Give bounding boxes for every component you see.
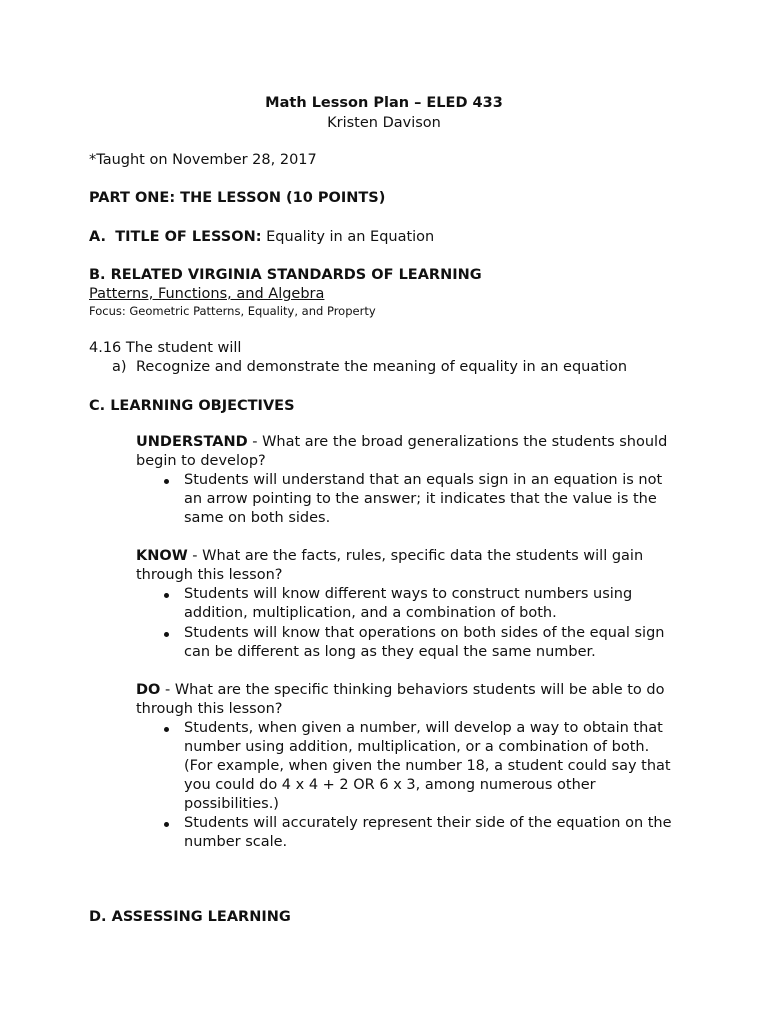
know-label: KNOW [136, 548, 188, 564]
lesson-title-value: Equality in an Equation [266, 229, 435, 245]
standard-item-marker: a) [112, 359, 127, 375]
section-d-heading: D. ASSESSING LEARNING [89, 909, 291, 925]
taught-note: *Taught on November 28, 2017 [89, 152, 317, 168]
bullet-icon [164, 593, 169, 598]
section-b-heading: B. RELATED VIRGINIA STANDARDS OF LEARNING [89, 267, 482, 283]
do-bullet-line: (For example, when given the number 18, a student could say that [184, 758, 671, 774]
section-a-marker: A. [89, 229, 106, 245]
understand-bullet-line: same on both sides. [184, 510, 331, 526]
know-bullet-line: Students will know that operations on both sides of the equal sign [184, 625, 665, 641]
know-prompt [136, 547, 643, 566]
do-bullet-line: number scale. [184, 834, 288, 850]
do-prompt-line2: through this lesson? [136, 701, 283, 717]
bullet-icon [164, 632, 169, 637]
bullet-icon [164, 822, 169, 827]
understand-prompt-text: - What are the broad generalizations the students should [247, 434, 668, 450]
do-bullet-line: possibilities.) [184, 796, 279, 812]
document-title: Math Lesson Plan – ELED 433 [265, 95, 503, 111]
do-bullet-line: number using addition, multiplication, or a combination of both. [184, 739, 650, 755]
section-a-label: TITLE OF LESSON [115, 229, 256, 245]
do-bullet-line: Students, when given a number, will develop a way to obtain that [184, 720, 663, 736]
know-bullet-line: can be different as long as they equal the same number. [184, 644, 596, 660]
do-label: DO [136, 682, 161, 698]
section-c-heading: C. LEARNING OBJECTIVES [89, 398, 295, 414]
section-a-line [89, 228, 434, 247]
author-name: Kristen Davison [327, 115, 441, 131]
standard-number: 4.16 The student will [89, 340, 242, 356]
part-one-heading: PART ONE: THE LESSON (10 POINTS) [89, 190, 386, 206]
understand-prompt [136, 433, 667, 452]
standards-strand: Patterns, Functions, and Algebra [89, 286, 325, 302]
do-prompt-text: - What are the specific thinking behaviors students will be able to do [160, 682, 665, 698]
understand-bullet-line: an arrow pointing to the answer; it indicates that the value is the [184, 491, 657, 507]
do-bullet-line: Students will accurately represent their side of the equation on the [184, 815, 672, 831]
know-prompt-text: - What are the facts, rules, specific data the students will gain [187, 548, 644, 564]
know-bullet-line: Students will know different ways to construct numbers using [184, 586, 633, 602]
bullet-icon [164, 727, 169, 732]
do-prompt [136, 681, 665, 700]
standards-focus: Focus: Geometric Patterns, Equality, and Property [89, 304, 376, 318]
do-bullet-line: you could do 4 x 4 + 2 OR 6 x 3, among numerous other [184, 777, 596, 793]
standard-item-text: Recognize and demonstrate the meaning of equality in an equation [136, 359, 628, 375]
know-bullet-line: addition, multiplication, and a combination of both. [184, 605, 557, 621]
understand-bullet-line: Students will understand that an equals sign in an equation is not [184, 472, 663, 488]
know-prompt-line2: through this lesson? [136, 567, 283, 583]
section-a-colon: : [255, 229, 262, 245]
bullet-icon [164, 479, 169, 484]
understand-label: UNDERSTAND [136, 434, 248, 450]
understand-prompt-line2: begin to develop? [136, 453, 266, 469]
